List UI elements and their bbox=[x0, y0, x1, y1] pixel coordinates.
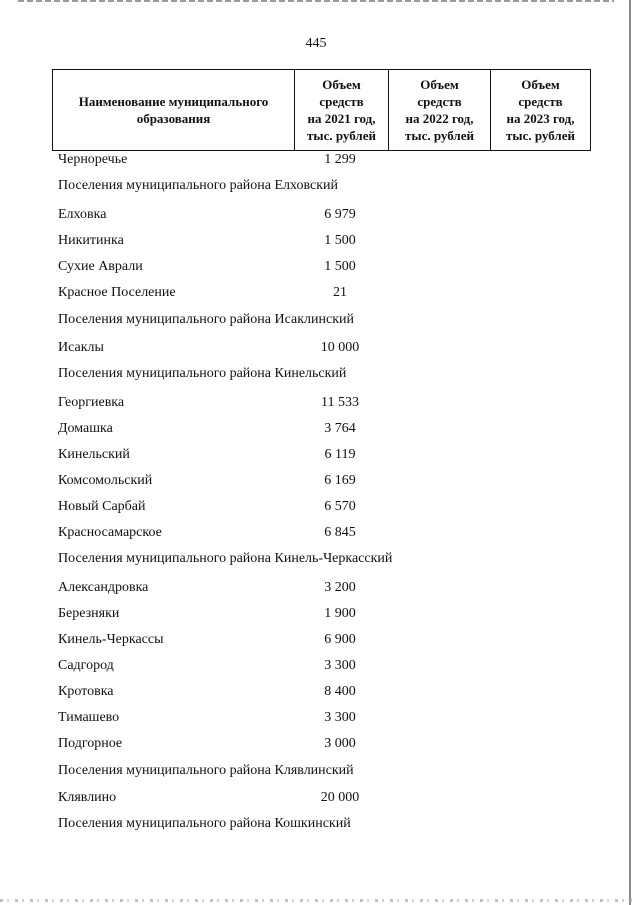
district-group-label: Поселения муниципального района Исаклинский bbox=[58, 312, 354, 327]
municipality-name: Елховка bbox=[58, 207, 107, 222]
amount-2021: 3 200 bbox=[324, 580, 356, 595]
district-group-row bbox=[0, 815, 632, 833]
municipality-name: Георгиевка bbox=[58, 395, 125, 410]
municipality-name: Клявлино bbox=[58, 790, 117, 805]
table-row bbox=[0, 232, 632, 250]
scan-top-edge bbox=[18, 0, 614, 2]
amount-2021: 10 000 bbox=[320, 340, 360, 355]
scan-bottom-edge bbox=[0, 899, 632, 902]
municipality-name: Черноречье bbox=[58, 152, 128, 167]
municipality-name: Садгород bbox=[58, 658, 114, 673]
district-group-label: Поселения муниципального района Елховский bbox=[58, 178, 339, 193]
table-row bbox=[0, 446, 632, 464]
municipality-name: Красносамарское bbox=[58, 525, 162, 540]
district-group-row bbox=[0, 311, 632, 329]
table-row bbox=[0, 206, 632, 224]
amount-2021: 6 169 bbox=[324, 473, 356, 488]
table-row bbox=[0, 657, 632, 675]
municipality-name: Березняки bbox=[58, 606, 120, 621]
municipality-name: Кротовка bbox=[58, 684, 114, 699]
municipality-name: Исаклы bbox=[58, 340, 104, 355]
amount-2021: 6 845 bbox=[324, 525, 356, 540]
municipality-name: Комсомольский bbox=[58, 473, 153, 488]
table-row bbox=[0, 683, 632, 701]
table-header bbox=[52, 69, 591, 151]
table-row bbox=[0, 605, 632, 623]
district-group-row bbox=[0, 762, 632, 780]
table-row bbox=[0, 472, 632, 490]
municipality-name: Кинельский bbox=[58, 447, 130, 462]
municipality-name: Новый Сарбай bbox=[58, 499, 146, 514]
municipality-name: Александровка bbox=[58, 580, 149, 595]
amount-2021: 1 500 bbox=[324, 259, 356, 274]
amount-2021: 6 900 bbox=[324, 632, 356, 647]
table-row bbox=[0, 709, 632, 727]
header-amount-2022: Объем средств на 2022 год, тыс. рублей bbox=[388, 70, 490, 150]
district-group-row bbox=[0, 177, 632, 195]
header-amount-2023: Объем средств на 2023 год, тыс. рублей bbox=[490, 70, 590, 150]
amount-2021: 6 979 bbox=[324, 207, 356, 222]
amount-2021: 1 500 bbox=[324, 233, 356, 248]
table-row bbox=[0, 524, 632, 542]
amount-2021: 8 400 bbox=[324, 684, 356, 699]
amount-2021: 20 000 bbox=[320, 790, 360, 805]
amount-2021: 6 570 bbox=[324, 499, 356, 514]
amount-2021: 21 bbox=[333, 285, 347, 300]
municipality-name: Тимашево bbox=[58, 710, 120, 725]
header-amount-2021: Объем средств на 2021 год, тыс. рублей bbox=[294, 70, 388, 150]
amount-2021: 6 119 bbox=[324, 447, 356, 462]
municipality-name: Никитинка bbox=[58, 233, 124, 248]
district-group-label: Поселения муниципального района Клявлинский bbox=[58, 763, 354, 778]
district-group-label: Поселения муниципального района Кинельский bbox=[58, 366, 347, 381]
table-row bbox=[0, 579, 632, 597]
amount-2021: 3 764 bbox=[324, 421, 356, 436]
table-row bbox=[0, 151, 632, 169]
district-group-label: Поселения муниципального района Кинель-Черкасский bbox=[58, 551, 393, 566]
municipality-name: Красное Поселение bbox=[58, 285, 176, 300]
table-row bbox=[0, 284, 632, 302]
table-row bbox=[0, 631, 632, 649]
municipality-name: Подгорное bbox=[58, 736, 123, 751]
amount-2021: 3 300 bbox=[324, 658, 356, 673]
table-row bbox=[0, 498, 632, 516]
municipality-name: Сухие Аврали bbox=[58, 259, 143, 274]
header-municipality-name: Наименование муниципального образования bbox=[78, 94, 269, 126]
district-group-label: Поселения муниципального района Кошкинский bbox=[58, 816, 351, 831]
table-row bbox=[0, 394, 632, 412]
municipality-name: Домашка bbox=[58, 421, 113, 436]
municipality-name: Кинель-Черкассы bbox=[58, 632, 164, 647]
table-row bbox=[0, 258, 632, 276]
amount-2021: 3 000 bbox=[324, 736, 356, 751]
amount-2021: 3 300 bbox=[324, 710, 356, 725]
table-row bbox=[0, 420, 632, 438]
amount-2021: 1 900 bbox=[324, 606, 356, 621]
table-row bbox=[0, 735, 632, 753]
district-group-row bbox=[0, 550, 632, 568]
page-number: 445 bbox=[305, 36, 327, 51]
amount-2021: 11 533 bbox=[321, 395, 359, 410]
amount-2021: 1 299 bbox=[324, 152, 356, 167]
table-row bbox=[0, 339, 632, 357]
table-row bbox=[0, 789, 632, 807]
district-group-row bbox=[0, 365, 632, 383]
